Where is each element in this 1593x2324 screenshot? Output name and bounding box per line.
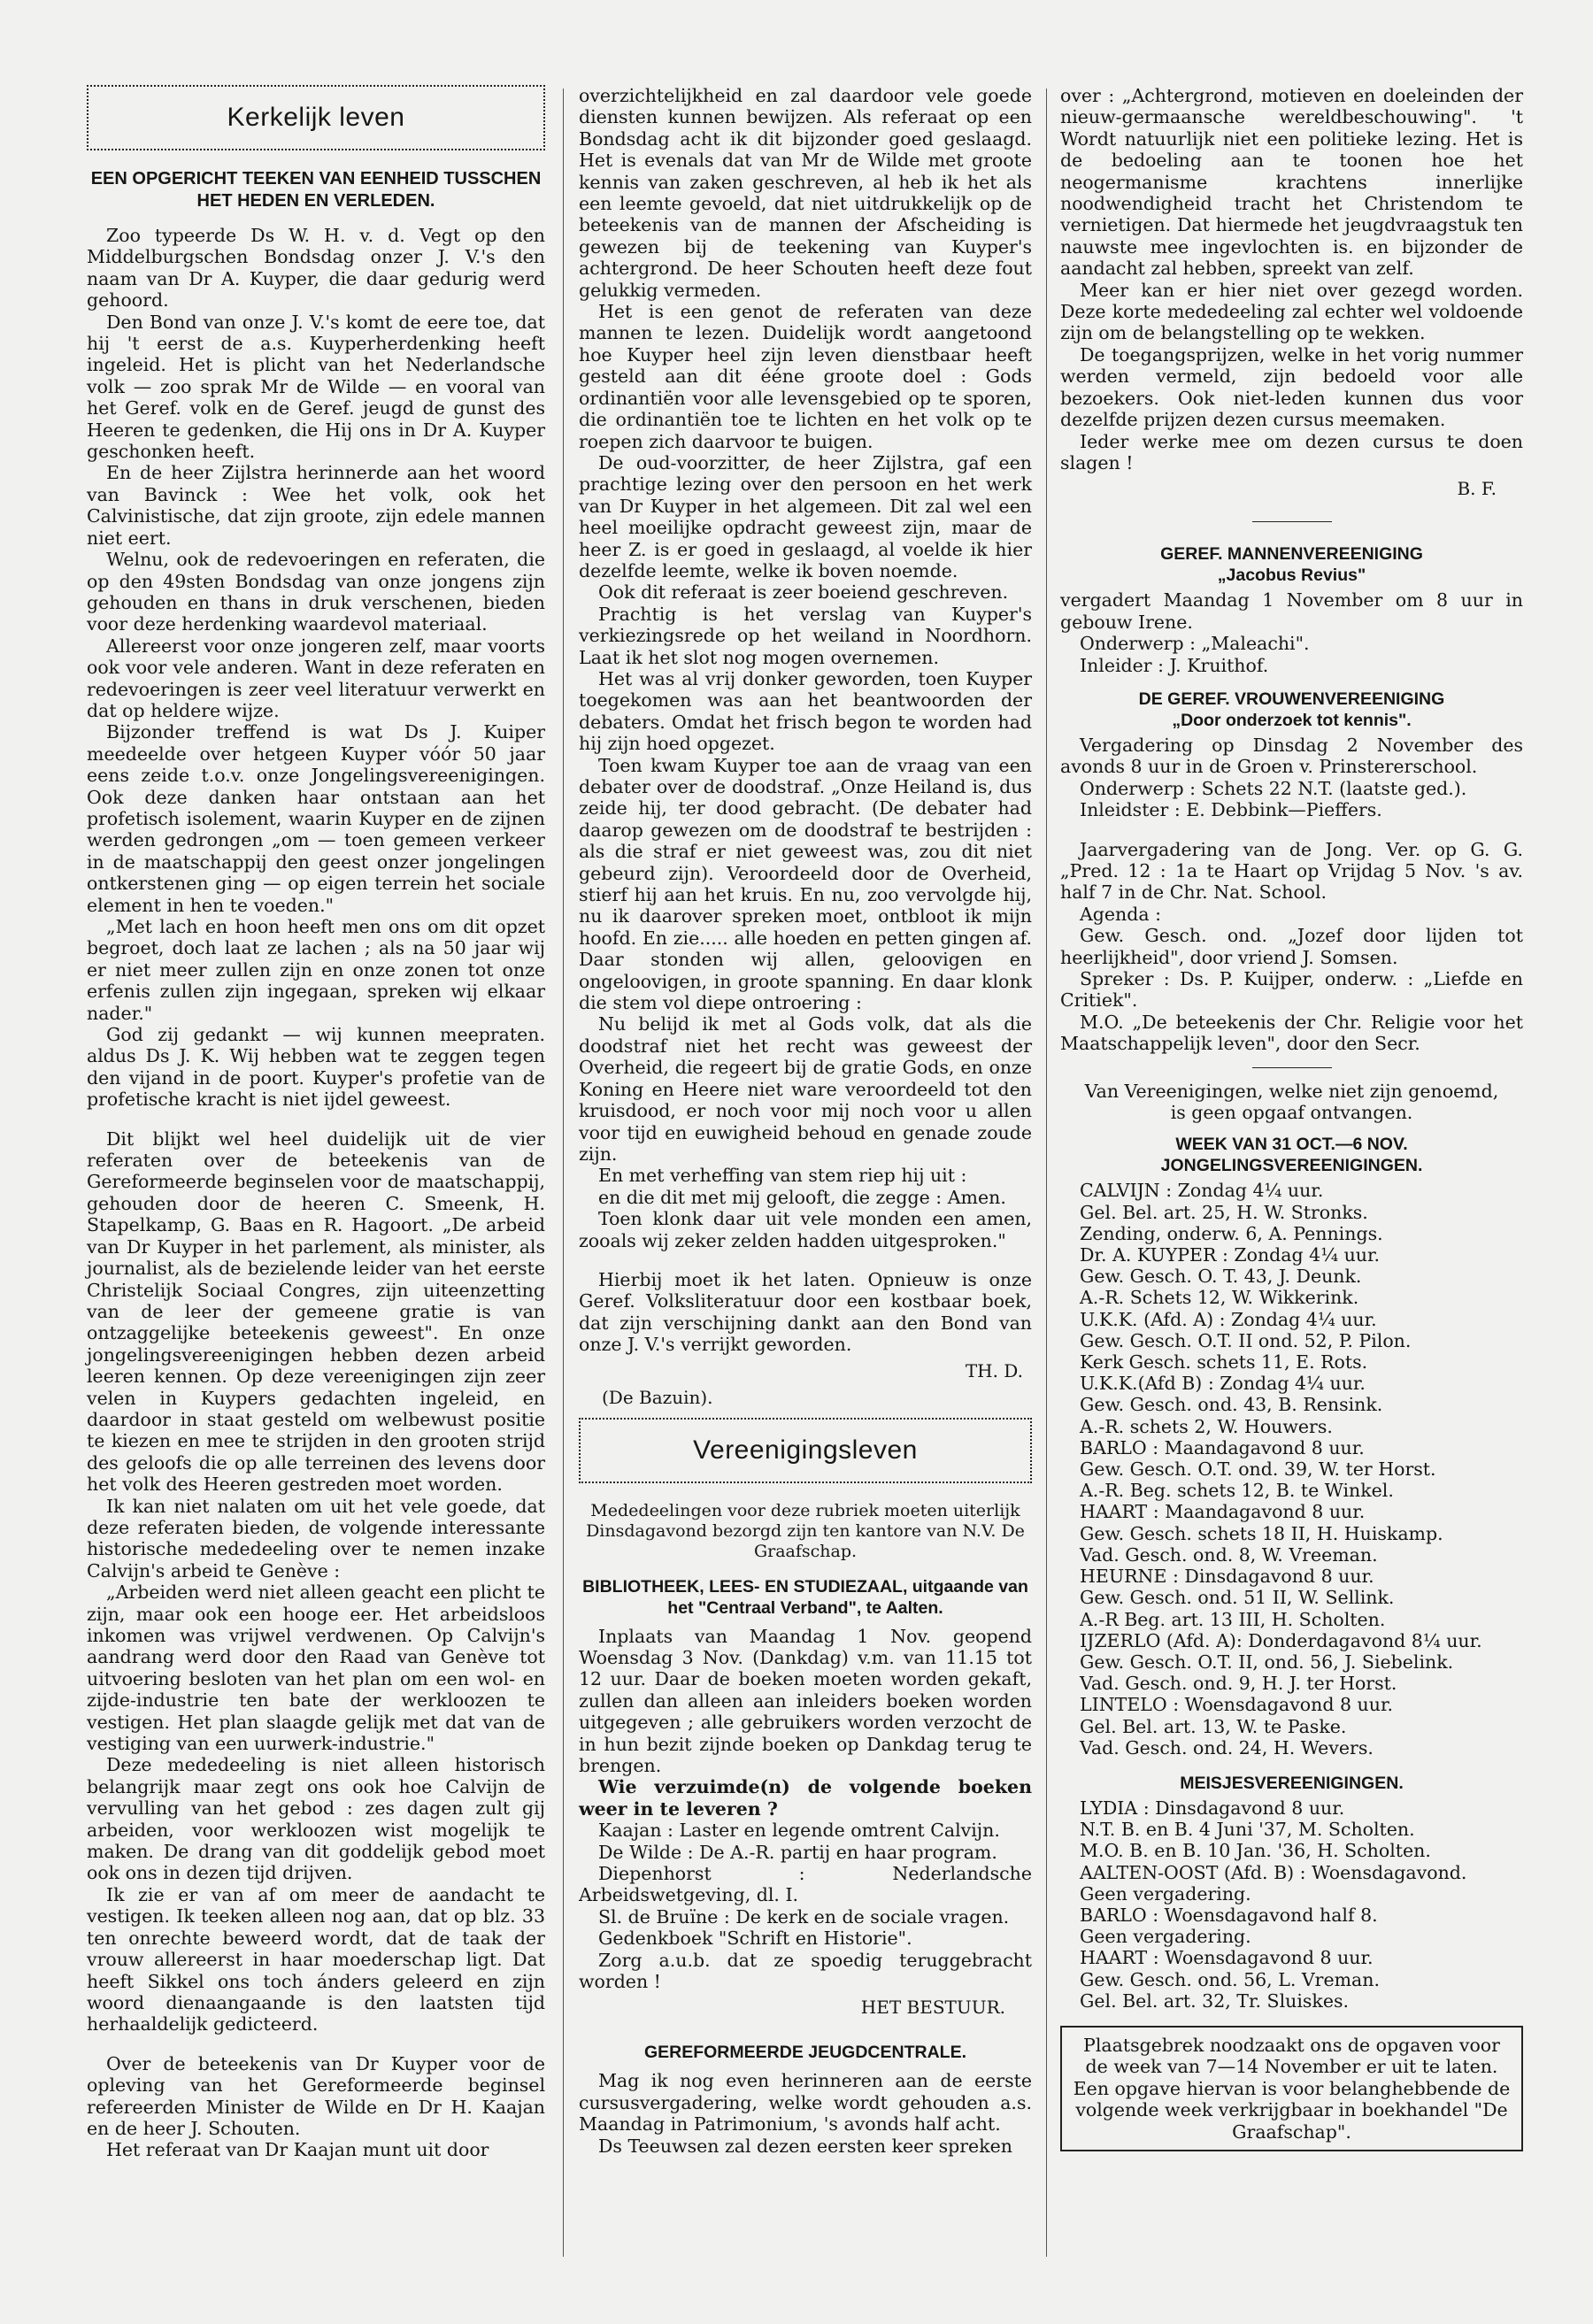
paragraph: En met verheffing van stem riep hij uit : [598,1165,967,1187]
source-credit: (De Bazuin). [602,1386,713,1408]
paragraph: Wie verzuimde(n) de volgende boeken weer in te leveren ? [579,1776,1032,1820]
list-item: M.O. B. en B. 10 Jan. '36, H. Scholten. [1080,1840,1431,1862]
subheading-jacobus-revius: „Jacobus Revius" [1217,566,1366,586]
list-item: Zending, onderw. 6, A. Pennings. [1080,1222,1383,1244]
meeting-line: Onderwerp : „Maleachi". [1080,633,1310,655]
list-item: Kerk Gesch. schets 11, E. Rots. [1080,1351,1368,1374]
list-item: Gew. Gesch. O.T. II, ond. 56, J. Siebelink. [1080,1651,1454,1673]
paragraph: Allereerst voor onze jongeren zelf, maar voorts ook voor vele anderen. Want in deze referaten en redevoeringen is zeer veel literatuur verwerkt en dat op heldere wijze. [87,635,545,721]
list-item: Sl. de Bruïne : De kerk en de sociale vragen. [598,1905,1010,1928]
list-item: Gew. Gesch. O.T. ond. 39, W. ter Horst. [1080,1458,1436,1481]
paragraph: Inplaats van Maandag 1 Nov. geopend Woensdag 3 Nov. (Dankdag) v.m. van 11.15 tot 12 uur. Daar de boeken moeten worden gekaft, zullen dan alleen aan inleiders boeken worden uitgegeven ; alle gebruikers worden verzocht de in hun bezit zijnde boeken op Dankdag terug te brengen. [579,1625,1032,1776]
paragraph: Meer kan er hier niet over gezegd worden. Deze korte mededeeling zal echter wel voldoende zijn om de belangstelling op te wekken. [1060,279,1523,344]
list-item: A.-R Beg. art. 13 III, H. Scholten. [1080,1608,1386,1630]
paragraph: Hierbij moet ik het laten. Opnieuw is onze Geref. Volksliteratuur door een kostbaar boek, dat zijn verschijning dankt aan den Bond van onze J. V.'s verrijkt geworden. [579,1268,1032,1356]
heading-bibliotheek: BIBLIOTHEEK, LEES- EN STUDIEZAAL, uitgaande van het "Centraal Verband", te Aalten. [582,1576,1028,1618]
list-item: Gel. Bel. art. 25, H. W. Stronks. [1080,1201,1368,1223]
meeting-line: Onderwerp : Schets 22 N.T. (laatste ged.). [1080,777,1467,799]
paragraph: Toen kwam Kuyper toe aan de vraag van een debater over de doodstraf. „Onze Heiland is, dus zeide hij, ter dood gebracht. (De debater had daarop gewezen om de doodstraf te bestrijden : als die straf er niet geweest was, zou dit niet gebeurd zijn). Veroordeeld door de Overheid, stierf hij aan het kruis. En nu, zoo vervolgde hij, nu ik daarover spreken moet, ontbloot ik mijn hoofd. En zie..... alle hoeden en petten gingen af. Daar stonden wij allen, geloovigen en ongeloovigen, in groote spanning. En daar klonk die stem vol diepe ontroering : [579,754,1032,1014]
list-item: Vad. Gesch. ond. 9, H. J. ter Horst. [1080,1673,1397,1695]
paragraph: Het was al vrij donker geworden, toen Kuyper toegekomen was aan het beantwoorden der debaters. Omdat het frisch begon te worden had hij zijn hoed opgezet. [579,667,1032,755]
signature: HET BESTUUR. [860,1997,1005,2019]
paragraph: Het is een genot de referaten van deze mannen te lezen. Duidelijk wordt aangetoond hoe Kuyper heel zijn leven dienstbaar heeft gesteld aan dit ééne groote doel : Gods ordinantiën voor alle levensgebied op te sporen, die ordinantiën toe te lichten en het volk op te roepen zich daarvoor te buigen. [579,301,1032,452]
paragraph: Nu belijd ik met al Gods volk, dat als die doodstraf niet het recht was geweest der Overheid, die regeert bij de gratie Gods, en onze Koning en Heere niet ware veroordeeld tot den kruisdood, er noch voor mij noch voor u allen voor tijd en euwigheid behoud en genade zoude zijn. [579,1013,1032,1165]
column-3 [1060,85,1523,2151]
meeting-line: Spreker : Ds. P. Kuijper, onderw. : „Liefde en Critiek". [1060,968,1523,1012]
signature: TH. D. [965,1359,1023,1381]
list-item: LINTELO : Woensdagavond 8 uur. [1080,1694,1394,1716]
list-item: Geen vergadering. [1080,1882,1251,1905]
paragraph: Ds Teeuwsen zal dezen eersten keer spreken [598,2135,1012,2157]
heading-vrouwenvereeniging: DE GEREF. VROUWENVEREENIGING [1138,689,1445,709]
divider [1252,521,1332,522]
paragraph: Mag ik nog even herinneren aan de eerste cursusvergadering, welke wordt gehouden a.s. Maandag in Patrimonium, 's avonds half acht. [579,2070,1032,2135]
paragraph: Bijzonder treffend is wat Ds J. Kuiper meedeelde over hetgeen Kuyper vóór 50 jaar eens zeide t.o.v. onze Jongelingsvereenigingen. Ook deze danken haar ontstaan aan het profetisch isolement, waarin Kuyper en de zijnen werden gedrongen „om — toen gemeen verkeer in de maatschappij den geest onzer jongelingen ontkerstenen ging — op eigen terrein het sociale element in hen te voeden." [87,721,545,916]
paragraph: „Arbeiden werd niet alleen geacht een plicht te zijn, maar ook een hooge eer. Het arbeidsloos inkomen was vrijwel verdwenen. Op Calvijn's aandrang werd door den Raad van Genève tot uitvoering besloten van het plan om een wol- en zijde-industrie ten bate der werkloozen te vestigen. Het plan slaagde gelijk met dat van de vestiging van een uurwerk-industrie." [87,1581,545,1755]
paragraph: Welnu, ook de redevoeringen en referaten, die op den 49sten Bondsdag van onze jongens zijn gehouden en thans in druk verschenen, bieden voor deze herdenking waardevol materiaal. [87,549,545,635]
paragraph: En de heer Zijlstra herinnerde aan het woord van Bavinck : Wee het volk, ook het Calvinistische, dat zijn groote, zijn edele mannen niet eert. [87,462,545,549]
list-item: Vad. Gesch. ond. 8, W. Vreeman. [1080,1543,1378,1566]
list-item: Gel. Bel. art. 13, W. te Paske. [1080,1715,1347,1737]
list-item: Zorg a.u.b. dat ze spoedig teruggebracht worden ! [579,1949,1032,1993]
heading-jeugdcentrale: GEREFORMEERDE JEUGDCENTRALE. [643,2043,967,2063]
paragraph: „Met lach en hoon heeft men ons om dit opzet begroet, doch laat ze lachen ; als na 50 jaar wij er niet meer zullen zijn en onze zonen tot onze erfenis zullen zijn ingegaan, spreken wij elkaar nader." [87,916,545,1024]
list-item: CALVIJN : Zondag 4¼ uur. [1080,1180,1324,1202]
list-item: De Wilde : De A.-R. partij en haar program. [598,1841,997,1863]
list-item: A.-R. schets 2, W. Houwers. [1080,1415,1333,1437]
list-item: Gew. Gesch. ond. 43, B. Rensink. [1080,1394,1383,1416]
list-item: BARLO : Woensdagavond half 8. [1080,1904,1378,1926]
list-item: Geen vergadering. [1080,1926,1251,1948]
meeting-line: M.O. „De beteekenis der Chr. Religie voor het Maatschappelijk leven", door den Secr. [1060,1011,1523,1055]
meeting-line: Vergadering op Dinsdag 2 November des avonds 8 uur in de Groen v. Prinstererschool. [1060,734,1523,778]
paragraph: Ook dit referaat is zeer boeiend geschreven. [598,581,1009,604]
list-item: U.K.K. (Afd. A) : Zondag 4¼ uur. [1080,1308,1377,1330]
meeting-line: vergadert Maandag 1 November om 8 uur in gebouw Irene. [1060,589,1523,633]
list-item: Gew. Gesch. O.T. II ond. 52, P. Pilon. [1080,1329,1412,1351]
paragraph: Over de beteekenis van Dr Kuyper voor de opleving van het Gereformeerde beginsel refereerden Minister de Wilde en Dr H. Kaajan en de heer J. Schouten. [87,2052,545,2139]
paragraph: en die dit met mij gelooft, die zegge : Amen. [598,1186,1006,1208]
meeting-line: Inleider : J. Kruithof. [1080,654,1269,676]
list-item: Gel. Bel. art. 32, Tr. Sluiskes. [1080,1989,1350,2012]
article-headline: EEN OPGERICHT TEEKEN VAN EENHEID TUSSCHEN HET HEDEN EN VERLEDEN. [90,169,542,211]
paragraph: Prachtig is het verslag van Kuyper's verkiezingsrede op het weiland in Noordhorn. Laat ik het slot nog mogen overnemen. [579,603,1032,668]
column-2 [579,85,1032,2157]
notice-box [1060,2026,1523,2151]
list-item: Dr. A. KUYPER : Zondag 4¼ uur. [1080,1244,1381,1266]
meeting-line: Inleidster : E. Debbink—Pieffers. [1080,799,1382,821]
list-item: HAART : Woensdagavond 8 uur. [1080,1947,1374,1969]
list-item: A.-R. Beg. schets 12, B. te Winkel. [1080,1480,1394,1502]
paragraph: Deze mededeeling is niet alleen historisch belangrijk maar zegt ons ook hoe Calvijn de vervulling van het gebod : zes dagen zult gij arbeiden, voor werkloozen wist mogelijk te maken. De drang van dit goddelijk gebod moet ook ons in dezen tijd drijven. [87,1754,545,1884]
meeting-line: Agenda : [1080,903,1162,925]
paragraph: God zij gedankt — wij kunnen meepraten. aldus Ds J. K. Wij hebben wat te zeggen tegen den vijand in de poort. Kuyper's profetie van de profetische kracht is niet ijdel geweest. [87,1024,545,1111]
list-item: Gew. Gesch. schets 18 II, H. Huiskamp. [1080,1522,1443,1544]
list-item: AALTEN-OOST (Afd. B) : Woensdagavond. [1080,1861,1467,1883]
paragraph: over : „Achtergrond, motieven en doeleinden der nieuw-germaansche wereldbeschouwing". 't Wordt natuurlijk niet een politieke lezing. Het is de bedoeling aan te toonen hoe het neogermanisme krachtens innerlijke noodwendigheid tracht het Christendom te vernietigen. Dat hiermede het jeugdvraagstuk ten nauwste mee ingevlochten is. en bijzonder de aandacht zal hebben, spreekt van zelf. [1060,85,1523,280]
meeting-line: Gew. Gesch. ond. „Jozef door lijden tot heerlijkheid", door vriend J. Somsen. [1060,925,1523,968]
signature: B. F. [1457,478,1497,500]
meisjes-list [1060,1797,1523,2012]
list-item: Gew. Gesch. ond. 51 II, W. Sellink. [1080,1587,1395,1609]
column-divider [563,88,564,2257]
paragraph: overzichtelijkheid en zal daardoor vele goede diensten kunnen bewijzen. Als referaat op een Bondsdag acht ik dit bijzonder goed geslaagd. Het is evenals dat van Mr de Wilde met groote kennis van zaken geschreven, al heb ik het als een leemte gevoeld, dat niet uitdrukkelijk op de beteekenis van de mannen der Afscheiding is gewezen bij de teekening van Kuyper's achtergrond. De heer Schouten heeft deze fout gelukkig vermeden. [579,85,1032,301]
notice-box-text: Plaatsgebrek noodzaakt ons de opgaven voor de week van 7—14 November er uit te laten. Een opgave hiervan is voor belanghebbende de volgende week verkrijgbaar in boekhandel "De Graafschap". [1073,2034,1511,2143]
list-item: BARLO : Maandagavond 8 uur. [1080,1436,1365,1458]
heading-meisjesvereenigingen: MEISJESVEREENIGINGEN. [1180,1773,1404,1793]
list-item: HAART : Maandagavond 8 uur. [1080,1501,1366,1523]
column-divider [1046,88,1047,2257]
list-item: Gew. Gesch. ond. 56, L. Vreman. [1080,1968,1380,1990]
subheading-door-onderzoek: „Door onderzoek tot kennis". [1172,710,1412,730]
list-item: Diepenhorst : Nederlandsche Arbeidswetgeving, dl. I. [579,1863,1032,1906]
list-item: Vad. Gesch. ond. 24, H. Wevers. [1080,1736,1374,1758]
section-banner-kerkelijk-leven: Kerkelijk leven [87,85,545,150]
meeting-line: Jaarvergadering van de Jong. Ver. op G. G. „Pred. 12 : 1a te Haart op Vrijdag 5 Nov. 's av. half 7 in de Chr. Nat. School. [1060,838,1523,904]
paragraph: Den Bond van onze J. V.'s komt de eere toe, dat hij 't eerst de a.s. Kuyperherdenking heeft ingeleid. Het is plicht van het Nederlandsche volk — zoo sprak Mr de Wilde — en vooral van het Geref. volk en de Geref. jeugd de gunst des Heeren te gedenken, die Hij ons in Dr A. Kuyper geschonken heeft. [87,311,545,463]
paragraph: Zoo typeerde Ds W. H. v. d. Vegt op den Middelburgschen Bondsdag onzer J. V.'s den naam van Dr A. Kuyper, die daar gedurig werd gehoord. [87,225,545,312]
list-item: IJZERLO (Afd. A): Donderdagavond 8¼ uur. [1080,1629,1482,1651]
paragraph: Ieder werke mee om dezen cursus te doen slagen ! [1060,430,1523,473]
divider [1252,1067,1332,1068]
notice: Mededeelingen voor deze rubriek moeten uiterlijk Dinsdagavond bezorgd zijn ten kantore van N.V. De Graafschap. [586,1500,1025,1561]
list-item: LYDIA : Dinsdagavond 8 uur. [1080,1797,1345,1819]
heading-mannenvereeniging: GEREF. MANNENVEREENIGING [1160,544,1423,565]
list-item: A.-R. Schets 12, W. Wikkerink. [1080,1287,1359,1309]
paragraph: Toen klonk daar uit vele monden een amen, zooals wij zeker zelden hadden uitgesproken." [579,1208,1032,1251]
list-item: N.T. B. en B. 4 Juni '37, M. Scholten. [1080,1819,1415,1841]
column-1 [87,85,545,2161]
heading-week: WEEK VAN 31 OCT.—6 NOV. [1175,1135,1408,1155]
paragraph: De toegangsprijzen, welke in het vorig nummer werden vermeld, zijn bedoeld voor alle bezoekers. Ook niet-leden kunnen dus voor dezelfde prijzen dezen cursus meemaken. [1060,343,1523,431]
jongelings-list [1060,1180,1523,1758]
paragraph: Ik kan niet nalaten om uit het vele goede, dat deze referaten bieden, de volgende interessante historische mededeeling over te nemen inzake Calvijn's arbeid te Genève : [87,1495,545,1581]
list-item: Kaajan : Laster en legende omtrent Calvijn. [598,1820,1000,1842]
list-item: HEURNE : Dinsdagavond 8 uur. [1080,1566,1374,1588]
list-item: U.K.K.(Afd B) : Zondag 4¼ uur. [1080,1373,1366,1395]
notice: Van Vereenigingen, welke niet zijn genoemd, is geen opgaaf ontvangen. [1084,1080,1499,1124]
paragraph: Het referaat van Dr Kaajan munt uit door [106,2139,489,2161]
section-banner-vereenigingsleven: Vereenigingsleven [579,1418,1032,1483]
paragraph: De oud-voorzitter, de heer Zijlstra, gaf een prachtige lezing over den persoon en het werk van Dr Kuyper in het algemeen. Dit zal wel een heel moeilijke opdracht geweest zijn, maar de heer Z. is er goed in geslaagd, al voelde ik hier dezelfde leemte, welke ik boven noemde. [579,451,1032,581]
heading-jongelingsvereenigingen: JONGELINGSVEREENIGINGEN. [1160,1156,1423,1176]
list-item: Gew. Gesch. O. T. 43, J. Deunk. [1080,1266,1362,1288]
paragraph: Ik zie er van af om meer de aandacht te vestigen. Ik teeken alleen nog aan, dat op blz. 33 ten onrechte beweerd wordt, dat de taak der vrouw allereerst in haar moederschap ligt. Dat heeft Sikkel ons toch ánders geleerd en zijn woord dienaangaande is den laatsten tijd herhaaldelijk gedicteerd. [87,1883,545,2035]
paragraph: Dit blijkt wel heel duidelijk uit de vier referaten over de beteekenis van de Gereformeerde beginselen voor de maatschappij, gehouden door de heeren C. Smeenk, H. Stapelkamp, G. Baas en R. Hagoort. „De arbeid van Dr Kuyper in het parlement, als minister, als journalist, als de bezielende leider van het eerste Christelijk Sociaal Congres, zijn uiteenzetting van de leer der gemeene gratie is van ontzaggelijke beteekenis geweest". En onze jongelingsvereenigingen hebben dezen arbeid leeren kennen. Op deze vereenigingen zijn zeer velen in Kuypers gedachten ingeleid, en daardoor in staat gesteld om welbewust positie te kiezen en mee te strijden in den grooten strijd des geloofs die op alle terreinen des levens door het volk des Heeren gestreden moet worden. [87,1127,545,1496]
list-item: Gedenkboek "Schrift en Historie". [598,1928,912,1950]
